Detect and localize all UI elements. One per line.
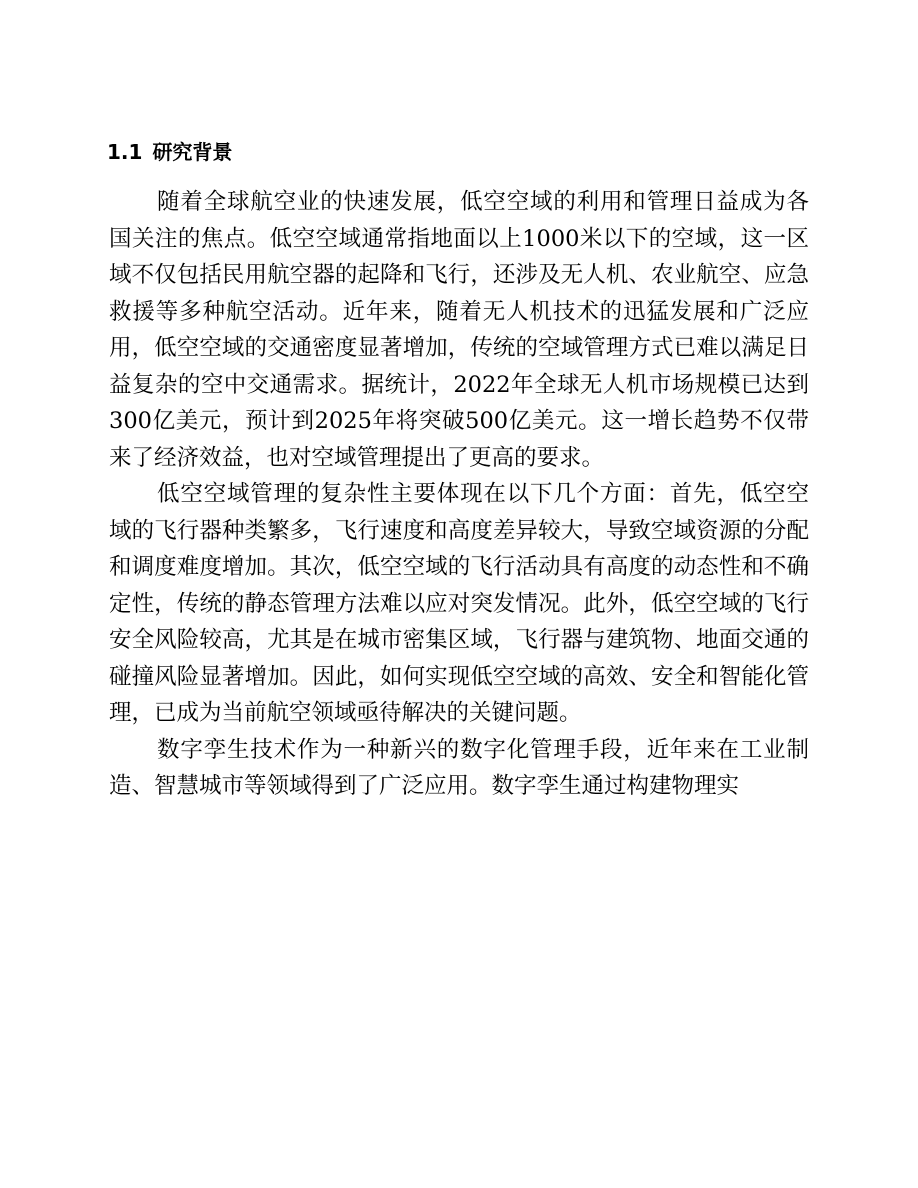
section-title: 研究背景 bbox=[152, 140, 233, 164]
body-text bbox=[109, 184, 809, 805]
paragraph-2: 低空空域管理的复杂性主要体现在以下几个方面：首先，低空空域的飞行器种类繁多，飞行速度和高度差异较大，导致空域资源的分配和调度难度增加。其次，低空空域的飞行活动具有高度的动态性和不确定性，传统的静态管理方法难以应对突发情况。此外，低空空域的飞行安全风险较高，尤其是在城市密集区域，飞行器与建筑物、地面交通的碰撞风险显著增加。因此，如何实现低空空域的高效、安全和智能化管理，已成为当前航空领域亟待解决的关键问题。 bbox=[109, 481, 809, 726]
section-number: 1.1 bbox=[107, 140, 143, 164]
paragraph-1: 随着全球航空业的快速发展，低空空域的利用和管理日益成为各国关注的焦点。低空空域通常指地面以上1000米以下的空域，这一区域不仅包括民用航空器的起降和飞行，还涉及无人机、农业航空、应急救援等多种航空活动。近年来，随着无人机技术的迅猛发展和广泛应用，低空空域的交通密度显著增加，传统的空域管理方式已难以满足日益复杂的空中交通需求。据统计，2022年全球无人机市场规模已达到300亿美元，预计到2025年将突破500亿美元。这一增长趋势不仅带来了经济效益，也对空域管理提出了更高的要求。 bbox=[109, 189, 809, 471]
paragraph-3: 数字孪生技术作为一种新兴的数字化管理手段，近年来在工业制造、智慧城市等领域得到了广泛应用。数字孪生通过构建物理实 bbox=[109, 736, 809, 799]
section-heading bbox=[107, 134, 232, 170]
